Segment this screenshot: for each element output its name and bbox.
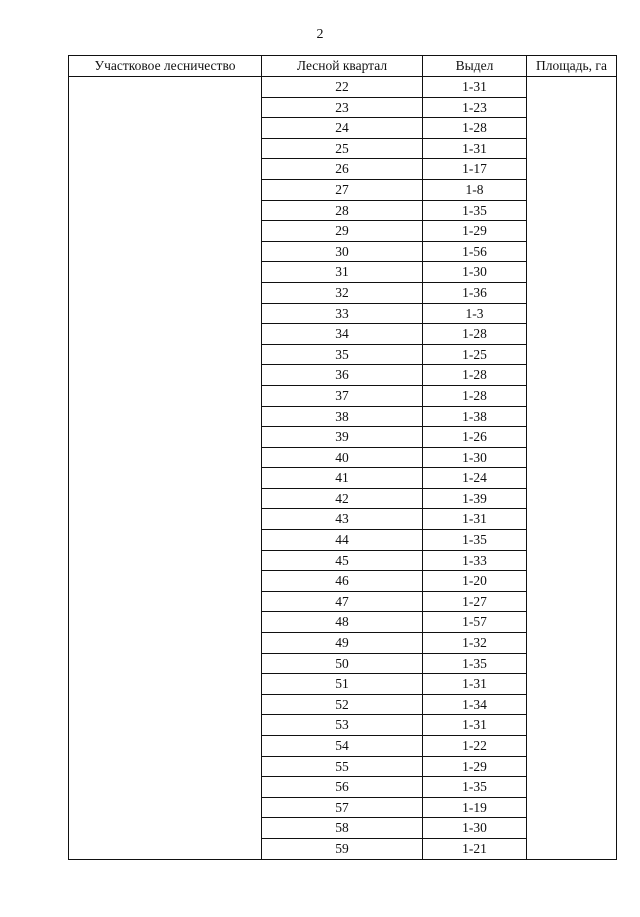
quarter-cell: 34 <box>262 324 423 345</box>
quarter-cell: 56 <box>262 777 423 798</box>
quarter-cell: 38 <box>262 406 423 427</box>
section-cell: 1-32 <box>423 633 527 654</box>
section-cell: 1-3 <box>423 303 527 324</box>
quarter-cell: 22 <box>262 77 423 98</box>
section-cell: 1-28 <box>423 324 527 345</box>
quarter-cell: 28 <box>262 200 423 221</box>
table-row <box>69 77 617 98</box>
section-cell: 1-8 <box>423 179 527 200</box>
quarter-cell: 47 <box>262 591 423 612</box>
quarter-cell: 31 <box>262 262 423 283</box>
quarter-cell: 52 <box>262 694 423 715</box>
quarter-cell: 24 <box>262 118 423 139</box>
header-forestry: Участковое лесничество <box>69 56 262 77</box>
quarter-cell: 50 <box>262 653 423 674</box>
section-cell: 1-31 <box>423 509 527 530</box>
section-cell: 1-21 <box>423 838 527 859</box>
quarter-cell: 40 <box>262 447 423 468</box>
quarter-cell: 39 <box>262 427 423 448</box>
page-number: 2 <box>316 27 324 42</box>
section-cell: 1-31 <box>423 77 527 98</box>
header-area: Площадь, га <box>527 56 617 77</box>
table-header-row <box>69 56 617 77</box>
quarter-cell: 41 <box>262 468 423 489</box>
section-cell: 1-26 <box>423 427 527 448</box>
area-cell <box>527 77 617 860</box>
section-cell: 1-24 <box>423 468 527 489</box>
section-cell: 1-27 <box>423 591 527 612</box>
section-cell: 1-28 <box>423 385 527 406</box>
quarter-cell: 35 <box>262 344 423 365</box>
quarter-cell: 37 <box>262 385 423 406</box>
quarter-cell: 55 <box>262 756 423 777</box>
header-section: Выдел <box>423 56 527 77</box>
quarter-cell: 36 <box>262 365 423 386</box>
section-cell: 1-57 <box>423 612 527 633</box>
quarter-cell: 33 <box>262 303 423 324</box>
quarter-cell: 57 <box>262 797 423 818</box>
section-cell: 1-35 <box>423 653 527 674</box>
section-cell: 1-31 <box>423 138 527 159</box>
section-cell: 1-28 <box>423 118 527 139</box>
section-cell: 1-36 <box>423 282 527 303</box>
section-cell: 1-19 <box>423 797 527 818</box>
forestry-cell <box>69 77 262 860</box>
quarter-cell: 43 <box>262 509 423 530</box>
table-body <box>69 77 617 860</box>
section-cell: 1-31 <box>423 715 527 736</box>
section-cell: 1-23 <box>423 97 527 118</box>
section-cell: 1-34 <box>423 694 527 715</box>
quarter-cell: 49 <box>262 633 423 654</box>
quarter-cell: 59 <box>262 838 423 859</box>
quarter-cell: 23 <box>262 97 423 118</box>
section-cell: 1-25 <box>423 344 527 365</box>
quarter-cell: 25 <box>262 138 423 159</box>
section-cell: 1-30 <box>423 447 527 468</box>
quarter-cell: 26 <box>262 159 423 180</box>
section-cell: 1-28 <box>423 365 527 386</box>
section-cell: 1-35 <box>423 777 527 798</box>
section-cell: 1-17 <box>423 159 527 180</box>
section-cell: 1-29 <box>423 221 527 242</box>
quarter-cell: 51 <box>262 674 423 695</box>
quarter-cell: 44 <box>262 530 423 551</box>
quarter-cell: 32 <box>262 282 423 303</box>
header-quarter: Лесной квартал <box>262 56 423 77</box>
section-cell: 1-30 <box>423 262 527 283</box>
section-cell: 1-31 <box>423 674 527 695</box>
quarter-cell: 48 <box>262 612 423 633</box>
section-cell: 1-38 <box>423 406 527 427</box>
section-cell: 1-33 <box>423 550 527 571</box>
section-cell: 1-39 <box>423 488 527 509</box>
forest-plots-table <box>68 55 617 860</box>
quarter-cell: 54 <box>262 736 423 757</box>
quarter-cell: 30 <box>262 241 423 262</box>
quarter-cell: 53 <box>262 715 423 736</box>
quarter-cell: 42 <box>262 488 423 509</box>
section-cell: 1-22 <box>423 736 527 757</box>
quarter-cell: 29 <box>262 221 423 242</box>
quarter-cell: 45 <box>262 550 423 571</box>
quarter-cell: 27 <box>262 179 423 200</box>
quarter-cell: 58 <box>262 818 423 839</box>
section-cell: 1-35 <box>423 530 527 551</box>
quarter-cell: 46 <box>262 571 423 592</box>
section-cell: 1-29 <box>423 756 527 777</box>
section-cell: 1-56 <box>423 241 527 262</box>
section-cell: 1-35 <box>423 200 527 221</box>
section-cell: 1-20 <box>423 571 527 592</box>
section-cell: 1-30 <box>423 818 527 839</box>
